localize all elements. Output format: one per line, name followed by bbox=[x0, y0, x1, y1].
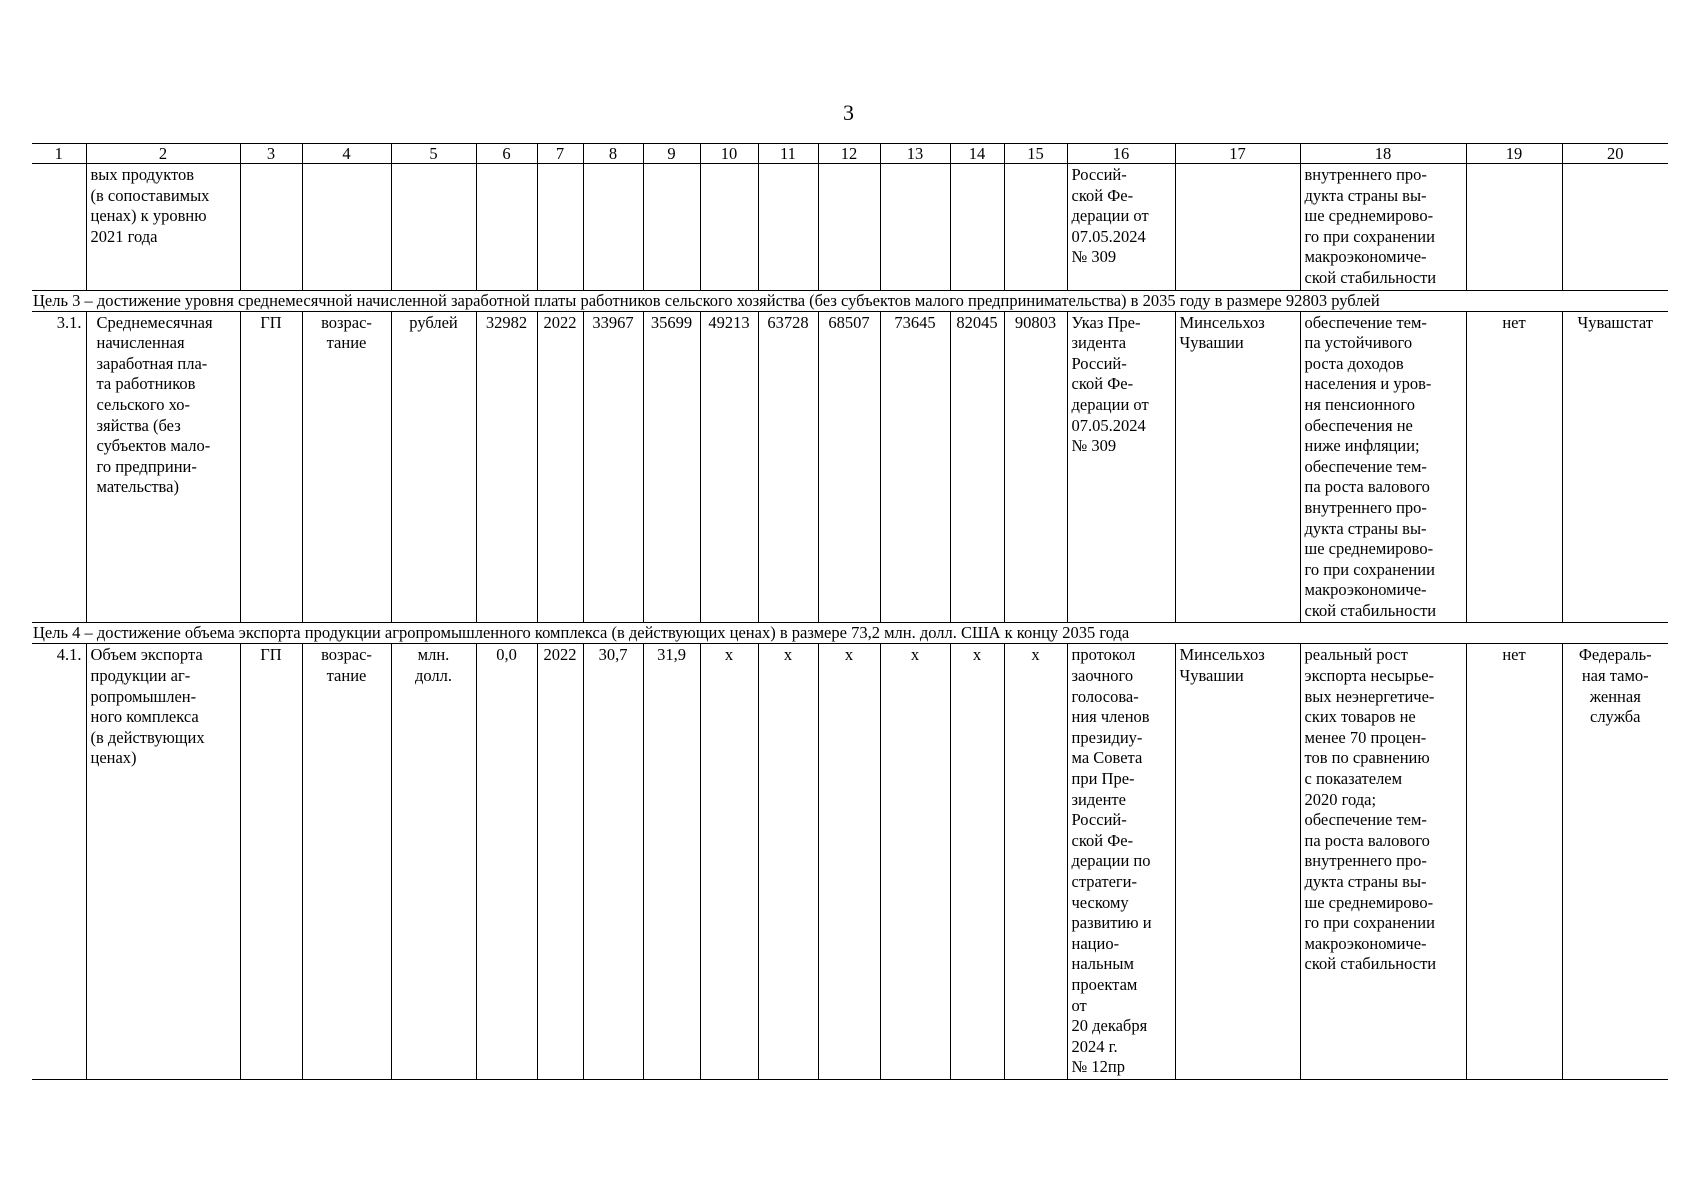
value-col-10: 49213 bbox=[700, 311, 758, 623]
goal-4-row bbox=[32, 623, 1668, 644]
col-num-19: 19 bbox=[1466, 144, 1562, 164]
col-num-10: 10 bbox=[700, 144, 758, 164]
col-num-18: 18 bbox=[1300, 144, 1466, 164]
indicator-name: Объем экспорта продукции аг- ропромышлен- ного комплекса (в действующих ценах) bbox=[86, 644, 240, 1079]
value-col-14: 82045 bbox=[950, 311, 1004, 623]
data-source: Чувашстат bbox=[1562, 311, 1668, 623]
row-number: 3.1. bbox=[32, 311, 86, 623]
regulatory-document: протокол заочного голосова- ния членов президиу- ма Совета при Пре- зиденте Россий- ской Фе- дерации по стратеги- ческому развитию и нацио- нальным проектам от 20 декабря 2024 г. № 12пр bbox=[1067, 644, 1175, 1079]
value-col-15: х bbox=[1004, 644, 1067, 1079]
continued-doc: Россий- ской Фе- дерации от 07.05.2024 № 309 bbox=[1067, 164, 1175, 291]
col-num-9: 9 bbox=[643, 144, 700, 164]
indicator-4-1-row bbox=[32, 644, 1668, 1079]
col-num-6: 6 bbox=[476, 144, 537, 164]
value-col-9: 31,9 bbox=[643, 644, 700, 1079]
value-col-10: х bbox=[700, 644, 758, 1079]
responsible-body: Минсельхоз Чувашии bbox=[1175, 311, 1300, 623]
goal-3-text: Цель 3 – достижение уровня среднемесячной начисленной заработной платы работников сельского хозяйства (без субъектов малого предпринимательства) в 2035 году в размере 92803 рублей bbox=[32, 290, 1668, 311]
base-year: 2022 bbox=[537, 311, 583, 623]
gis-flag: нет bbox=[1466, 311, 1562, 623]
col-num-14: 14 bbox=[950, 144, 1004, 164]
base-year: 2022 bbox=[537, 644, 583, 1079]
col-num-2: 2 bbox=[86, 144, 240, 164]
col-num-8: 8 bbox=[583, 144, 643, 164]
col-num-7: 7 bbox=[537, 144, 583, 164]
page-number: 3 bbox=[843, 100, 854, 125]
col-num-5: 5 bbox=[391, 144, 476, 164]
national-goal-link: обеспечение тем- па устойчивого роста доходов населения и уров- ня пенсионного обеспечения не ниже инфляции; обеспечение тем- па роста валового внутреннего про- дукта страны вы- ше среднемирово- го при сохранении макроэкономиче- ской стабильности bbox=[1300, 311, 1466, 623]
column-number-row bbox=[32, 144, 1668, 164]
col-num-1: 1 bbox=[32, 144, 86, 164]
continued-indicator-name: вых продуктов (в сопоставимых ценах) к уровню 2021 года bbox=[86, 164, 240, 291]
indicator-level: ГП bbox=[240, 644, 302, 1079]
continued-row bbox=[32, 164, 1668, 291]
value-col-11: 63728 bbox=[758, 311, 818, 623]
goal-4-text: Цель 4 – достижение объема экспорта продукции агропромышленного комплекса (в действующих ценах) в размере 73,2 млн. долл. США к концу 2035 года bbox=[32, 623, 1668, 644]
row-number: 4.1. bbox=[32, 644, 86, 1079]
col-num-12: 12 bbox=[818, 144, 880, 164]
unit-of-measure: млн. долл. bbox=[391, 644, 476, 1079]
national-goal-link: реальный рост экспорта несырье- вых неэнергетиче- ских товаров не менее 70 процен- тов по сравнению с показателем 2020 года; обеспечение тем- па роста валового внутреннего про- дукта страны вы- ше среднемирово- го при сохранении макроэкономиче- ской стабильности bbox=[1300, 644, 1466, 1079]
data-source: Федераль- ная тамо- женная служба bbox=[1562, 644, 1668, 1079]
value-col-11: х bbox=[758, 644, 818, 1079]
gis-flag: нет bbox=[1466, 644, 1562, 1079]
col-num-15: 15 bbox=[1004, 144, 1067, 164]
unit-of-measure: рублей bbox=[391, 311, 476, 623]
col-num-3: 3 bbox=[240, 144, 302, 164]
base-value: 0,0 bbox=[476, 644, 537, 1079]
col-num-16: 16 bbox=[1067, 144, 1175, 164]
responsible-body: Минсельхоз Чувашии bbox=[1175, 644, 1300, 1079]
indicator-level: ГП bbox=[240, 311, 302, 623]
col-num-13: 13 bbox=[880, 144, 950, 164]
value-col-13: х bbox=[880, 644, 950, 1079]
col-num-11: 11 bbox=[758, 144, 818, 164]
value-col-12: 68507 bbox=[818, 311, 880, 623]
col-num-4: 4 bbox=[302, 144, 391, 164]
value-col-8: 33967 bbox=[583, 311, 643, 623]
indicator-trend: возрас- тание bbox=[302, 644, 391, 1079]
indicators-table bbox=[32, 143, 1668, 1080]
value-col-14: х bbox=[950, 644, 1004, 1079]
col-num-17: 17 bbox=[1175, 144, 1300, 164]
value-col-8: 30,7 bbox=[583, 644, 643, 1079]
value-col-9: 35699 bbox=[643, 311, 700, 623]
value-col-13: 73645 bbox=[880, 311, 950, 623]
indicator-name: Среднемесячная начисленная заработная пла- та работников сельского хо- зяйства (без субъектов мало- го предприни- мательства) bbox=[86, 311, 240, 623]
indicator-trend: возрас- тание bbox=[302, 311, 391, 623]
value-col-12: х bbox=[818, 644, 880, 1079]
regulatory-document: Указ Пре- зидента Россий- ской Фе- дерации от 07.05.2024 № 309 bbox=[1067, 311, 1175, 623]
base-value: 32982 bbox=[476, 311, 537, 623]
value-col-15: 90803 bbox=[1004, 311, 1067, 623]
goal-3-row bbox=[32, 290, 1668, 311]
col-num-20: 20 bbox=[1562, 144, 1668, 164]
indicator-3-1-row bbox=[32, 311, 1668, 623]
continued-link: внутреннего про- дукта страны вы- ше среднемирово- го при сохранении макроэкономиче- ской стабильности bbox=[1300, 164, 1466, 291]
